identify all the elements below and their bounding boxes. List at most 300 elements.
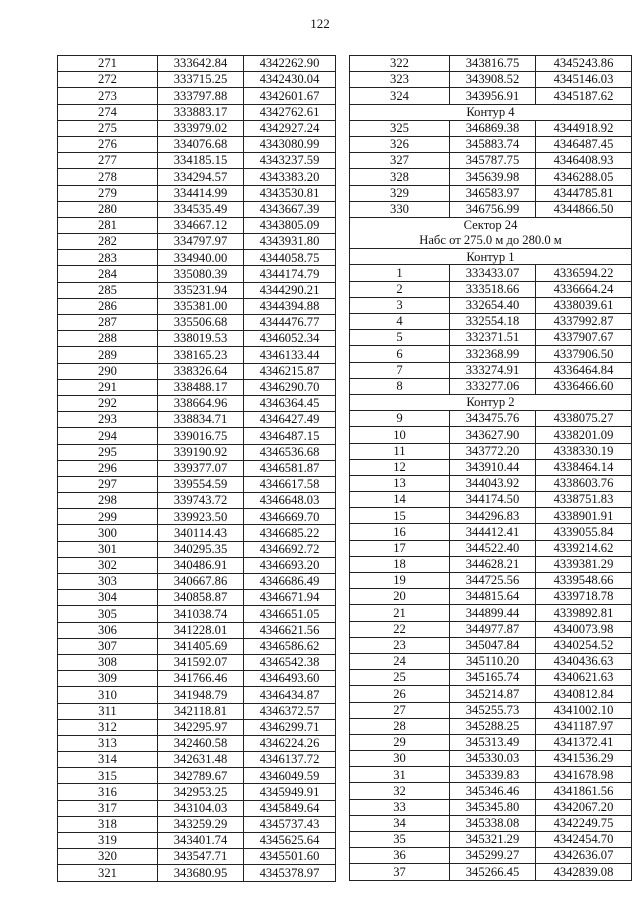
table-row — [350, 265, 632, 281]
x-coordinate: 343259.29 — [158, 816, 244, 832]
point-number: 275 — [58, 120, 158, 136]
table-row — [350, 605, 632, 621]
table-row — [350, 718, 632, 734]
point-number: 1 — [350, 265, 450, 281]
table-row — [58, 719, 336, 735]
y-coordinate: 4343931.80 — [244, 234, 336, 250]
y-coordinate: 4346542.38 — [244, 654, 336, 670]
x-coordinate: 339377.07 — [158, 460, 244, 476]
table-row — [58, 250, 336, 266]
point-number: 36 — [350, 848, 450, 864]
table-row — [58, 428, 336, 444]
table-row — [58, 153, 336, 169]
point-number: 313 — [58, 735, 158, 751]
point-number: 292 — [58, 395, 158, 411]
x-coordinate: 343908.52 — [450, 72, 536, 88]
point-number: 273 — [58, 88, 158, 104]
y-coordinate: 4346693.20 — [244, 557, 336, 573]
y-coordinate: 4346299.71 — [244, 719, 336, 735]
y-coordinate: 4345501.60 — [244, 849, 336, 865]
table-row — [350, 621, 632, 637]
y-coordinate: 4345187.62 — [536, 88, 632, 104]
x-coordinate: 343910.44 — [450, 459, 536, 475]
table-row — [350, 88, 632, 104]
table-row — [350, 573, 632, 589]
x-coordinate: 344296.83 — [450, 508, 536, 524]
x-coordinate: 334667.12 — [158, 217, 244, 233]
point-number: 24 — [350, 653, 450, 669]
table-row — [350, 120, 632, 136]
x-coordinate: 345346.46 — [450, 783, 536, 799]
y-coordinate: 4338751.83 — [536, 492, 632, 508]
y-coordinate: 4343383.20 — [244, 169, 336, 185]
point-number: 281 — [58, 217, 158, 233]
x-coordinate: 339554.59 — [158, 476, 244, 492]
point-number: 12 — [350, 459, 450, 475]
x-coordinate: 345299.27 — [450, 848, 536, 864]
table-row — [350, 864, 632, 880]
x-coordinate: 345165.74 — [450, 670, 536, 686]
point-number: 290 — [58, 363, 158, 379]
point-number: 278 — [58, 169, 158, 185]
table-row — [350, 556, 632, 572]
y-coordinate: 4342839.08 — [536, 864, 632, 880]
x-coordinate: 334185.15 — [158, 153, 244, 169]
contour-label: Контур 1 — [350, 249, 632, 265]
x-coordinate: 345345.80 — [450, 799, 536, 815]
x-coordinate: 345338.08 — [450, 815, 536, 831]
x-coordinate: 344725.56 — [450, 573, 536, 589]
y-coordinate: 4346493.60 — [244, 671, 336, 687]
y-coordinate: 4345378.97 — [244, 865, 336, 881]
contour-header-row — [350, 104, 632, 120]
table-row — [350, 443, 632, 459]
table-row — [58, 88, 336, 104]
table-row — [58, 201, 336, 217]
y-coordinate: 4339548.66 — [536, 573, 632, 589]
point-number: 276 — [58, 136, 158, 152]
y-coordinate: 4346049.59 — [244, 768, 336, 784]
table-row — [58, 590, 336, 606]
point-number: 21 — [350, 605, 450, 621]
table-row — [58, 687, 336, 703]
point-number: 293 — [58, 412, 158, 428]
table-row — [350, 767, 632, 783]
contour-label: Контур 4 — [350, 104, 632, 120]
point-number: 322 — [350, 56, 450, 72]
x-coordinate: 342953.25 — [158, 784, 244, 800]
y-coordinate: 4338603.76 — [536, 475, 632, 491]
x-coordinate: 343956.91 — [450, 88, 536, 104]
y-coordinate: 4346648.03 — [244, 493, 336, 509]
x-coordinate: 339923.50 — [158, 509, 244, 525]
x-coordinate: 332371.51 — [450, 330, 536, 346]
x-coordinate: 338326.64 — [158, 363, 244, 379]
sector-label: Сектор 24 — [350, 217, 632, 233]
point-number: 294 — [58, 428, 158, 444]
y-coordinate: 4343805.09 — [244, 217, 336, 233]
y-coordinate: 4346671.94 — [244, 590, 336, 606]
point-number: 16 — [350, 524, 450, 540]
y-coordinate: 4341187.97 — [536, 718, 632, 734]
table-row — [350, 72, 632, 88]
table-row — [58, 735, 336, 751]
y-coordinate: 4339214.62 — [536, 540, 632, 556]
y-coordinate: 4337906.50 — [536, 346, 632, 362]
y-coordinate: 4345737.43 — [244, 816, 336, 832]
y-coordinate: 4340436.63 — [536, 653, 632, 669]
table-row — [350, 524, 632, 540]
point-number: 301 — [58, 541, 158, 557]
y-coordinate: 4345243.86 — [536, 56, 632, 72]
x-coordinate: 345313.49 — [450, 734, 536, 750]
table-row — [58, 266, 336, 282]
y-coordinate: 4344785.81 — [536, 185, 632, 201]
point-number: 4 — [350, 314, 450, 330]
y-coordinate: 4343080.99 — [244, 136, 336, 152]
point-number: 325 — [350, 120, 450, 136]
table-row — [58, 217, 336, 233]
point-number: 282 — [58, 234, 158, 250]
x-coordinate: 343627.90 — [450, 427, 536, 443]
point-number: 312 — [58, 719, 158, 735]
y-coordinate: 4346686.49 — [244, 574, 336, 590]
y-coordinate: 4338201.09 — [536, 427, 632, 443]
point-number: 287 — [58, 315, 158, 331]
point-number: 5 — [350, 330, 450, 346]
point-number: 2 — [350, 281, 450, 297]
y-coordinate: 4342927.24 — [244, 120, 336, 136]
y-coordinate: 4343237.59 — [244, 153, 336, 169]
table-row — [58, 56, 336, 72]
x-coordinate: 333642.84 — [158, 56, 244, 72]
point-number: 305 — [58, 606, 158, 622]
point-number: 19 — [350, 573, 450, 589]
y-coordinate: 4346621.56 — [244, 622, 336, 638]
x-coordinate: 339743.72 — [158, 493, 244, 509]
point-number: 277 — [58, 153, 158, 169]
x-coordinate: 342460.58 — [158, 735, 244, 751]
y-coordinate: 4338075.27 — [536, 411, 632, 427]
contour-header-row — [350, 394, 632, 410]
table-row — [350, 297, 632, 313]
point-number: 14 — [350, 492, 450, 508]
y-coordinate: 4341861.56 — [536, 783, 632, 799]
x-coordinate: 338834.71 — [158, 412, 244, 428]
x-coordinate: 342295.97 — [158, 719, 244, 735]
y-coordinate: 4338330.19 — [536, 443, 632, 459]
point-number: 17 — [350, 540, 450, 556]
x-coordinate: 333274.91 — [450, 362, 536, 378]
x-coordinate: 343547.71 — [158, 849, 244, 865]
x-coordinate: 333433.07 — [450, 265, 536, 281]
y-coordinate: 4344174.79 — [244, 266, 336, 282]
y-coordinate: 4337992.87 — [536, 314, 632, 330]
y-coordinate: 4346215.87 — [244, 363, 336, 379]
x-coordinate: 334797.97 — [158, 234, 244, 250]
point-number: 300 — [58, 525, 158, 541]
x-coordinate: 340858.87 — [158, 590, 244, 606]
x-coordinate: 340667.86 — [158, 574, 244, 590]
y-coordinate: 4342249.75 — [536, 815, 632, 831]
point-number: 29 — [350, 734, 450, 750]
y-coordinate: 4346487.45 — [536, 136, 632, 152]
table-row — [350, 589, 632, 605]
x-coordinate: 345266.45 — [450, 864, 536, 880]
point-number: 304 — [58, 590, 158, 606]
table-row — [350, 686, 632, 702]
y-coordinate: 4346408.93 — [536, 153, 632, 169]
table-row — [58, 816, 336, 832]
table-row — [58, 703, 336, 719]
table-row — [350, 815, 632, 831]
table-row — [58, 347, 336, 363]
table-row — [350, 492, 632, 508]
y-coordinate: 4345949.91 — [244, 784, 336, 800]
point-number: 3 — [350, 297, 450, 313]
y-coordinate: 4341678.98 — [536, 767, 632, 783]
y-coordinate: 4346487.15 — [244, 428, 336, 444]
point-number: 274 — [58, 104, 158, 120]
table-row — [58, 120, 336, 136]
nabs-header-row — [350, 233, 632, 249]
y-coordinate: 4338901.91 — [536, 508, 632, 524]
table-row — [58, 574, 336, 590]
table-row — [350, 508, 632, 524]
point-number: 272 — [58, 72, 158, 88]
point-number: 308 — [58, 654, 158, 670]
y-coordinate: 4343667.39 — [244, 201, 336, 217]
table-row — [350, 427, 632, 443]
y-coordinate: 4338464.14 — [536, 459, 632, 475]
x-coordinate: 333883.17 — [158, 104, 244, 120]
point-number: 283 — [58, 250, 158, 266]
x-coordinate: 343772.20 — [450, 443, 536, 459]
point-number: 22 — [350, 621, 450, 637]
x-coordinate: 345639.98 — [450, 169, 536, 185]
table-row — [58, 509, 336, 525]
x-coordinate: 339190.92 — [158, 444, 244, 460]
y-coordinate: 4346692.72 — [244, 541, 336, 557]
y-coordinate: 4346617.58 — [244, 476, 336, 492]
table-row — [350, 346, 632, 362]
x-coordinate: 333797.88 — [158, 88, 244, 104]
x-coordinate: 335381.00 — [158, 298, 244, 314]
point-number: 299 — [58, 509, 158, 525]
x-coordinate: 333277.06 — [450, 378, 536, 394]
y-coordinate: 4343530.81 — [244, 185, 336, 201]
table-row — [58, 234, 336, 250]
y-coordinate: 4344058.75 — [244, 250, 336, 266]
x-coordinate: 344899.44 — [450, 605, 536, 621]
table-row — [350, 670, 632, 686]
point-number: 306 — [58, 622, 158, 638]
point-number: 28 — [350, 718, 450, 734]
x-coordinate: 335231.94 — [158, 282, 244, 298]
x-coordinate: 342631.48 — [158, 752, 244, 768]
table-row — [58, 460, 336, 476]
point-number: 279 — [58, 185, 158, 201]
x-coordinate: 341766.46 — [158, 671, 244, 687]
x-coordinate: 343816.75 — [450, 56, 536, 72]
table-row — [58, 671, 336, 687]
x-coordinate: 343680.95 — [158, 865, 244, 881]
point-number: 34 — [350, 815, 450, 831]
x-coordinate: 341948.79 — [158, 687, 244, 703]
x-coordinate: 345255.73 — [450, 702, 536, 718]
x-coordinate: 332368.99 — [450, 346, 536, 362]
x-coordinate: 344977.87 — [450, 621, 536, 637]
point-number: 326 — [350, 136, 450, 152]
point-number: 291 — [58, 379, 158, 395]
table-row — [58, 557, 336, 573]
point-number: 20 — [350, 589, 450, 605]
table-row — [58, 185, 336, 201]
point-number: 30 — [350, 751, 450, 767]
table-row — [350, 201, 632, 217]
x-coordinate: 345339.83 — [450, 767, 536, 783]
x-coordinate: 334294.57 — [158, 169, 244, 185]
x-coordinate: 345214.87 — [450, 686, 536, 702]
point-number: 284 — [58, 266, 158, 282]
x-coordinate: 338488.17 — [158, 379, 244, 395]
table-row — [350, 734, 632, 750]
x-coordinate: 339016.75 — [158, 428, 244, 444]
y-coordinate: 4340254.52 — [536, 637, 632, 653]
table-row — [58, 136, 336, 152]
x-coordinate: 344174.50 — [450, 492, 536, 508]
table-row — [58, 169, 336, 185]
x-coordinate: 338165.23 — [158, 347, 244, 363]
x-coordinate: 338019.53 — [158, 331, 244, 347]
point-number: 327 — [350, 153, 450, 169]
y-coordinate: 4346427.49 — [244, 412, 336, 428]
table-row — [58, 72, 336, 88]
table-row — [58, 752, 336, 768]
point-number: 31 — [350, 767, 450, 783]
table-row — [350, 169, 632, 185]
table-row — [58, 849, 336, 865]
y-coordinate: 4346581.87 — [244, 460, 336, 476]
y-coordinate: 4346536.68 — [244, 444, 336, 460]
point-number: 26 — [350, 686, 450, 702]
x-coordinate: 343401.74 — [158, 833, 244, 849]
y-coordinate: 4345625.64 — [244, 833, 336, 849]
point-number: 330 — [350, 201, 450, 217]
table-row — [58, 784, 336, 800]
x-coordinate: 344628.21 — [450, 556, 536, 572]
y-coordinate: 4346290.70 — [244, 379, 336, 395]
y-coordinate: 4346133.44 — [244, 347, 336, 363]
y-coordinate: 4339892.81 — [536, 605, 632, 621]
point-number: 288 — [58, 331, 158, 347]
point-number: 318 — [58, 816, 158, 832]
point-number: 320 — [58, 849, 158, 865]
table-row — [58, 525, 336, 541]
point-number: 23 — [350, 637, 450, 653]
y-coordinate: 4342601.67 — [244, 88, 336, 104]
y-coordinate: 4340621.63 — [536, 670, 632, 686]
x-coordinate: 340486.91 — [158, 557, 244, 573]
table-row — [350, 136, 632, 152]
x-coordinate: 343104.03 — [158, 800, 244, 816]
point-number: 296 — [58, 460, 158, 476]
y-coordinate: 4344290.21 — [244, 282, 336, 298]
x-coordinate: 334535.49 — [158, 201, 244, 217]
x-coordinate: 335080.39 — [158, 266, 244, 282]
table-row — [350, 848, 632, 864]
point-number: 285 — [58, 282, 158, 298]
x-coordinate: 345883.74 — [450, 136, 536, 152]
x-coordinate: 341038.74 — [158, 606, 244, 622]
point-number: 298 — [58, 493, 158, 509]
y-coordinate: 4346669.70 — [244, 509, 336, 525]
point-number: 307 — [58, 638, 158, 654]
x-coordinate: 345047.84 — [450, 637, 536, 653]
nabs-label: Набс от 275.0 м до 280.0 м — [350, 233, 632, 249]
x-coordinate: 334076.68 — [158, 136, 244, 152]
x-coordinate: 341405.69 — [158, 638, 244, 654]
table-row — [350, 153, 632, 169]
y-coordinate: 4344394.88 — [244, 298, 336, 314]
x-coordinate: 346869.38 — [450, 120, 536, 136]
x-coordinate: 345330.03 — [450, 751, 536, 767]
y-coordinate: 4346137.72 — [244, 752, 336, 768]
x-coordinate: 344412.41 — [450, 524, 536, 540]
table-row — [58, 363, 336, 379]
y-coordinate: 4342262.90 — [244, 56, 336, 72]
y-coordinate: 4336466.60 — [536, 378, 632, 394]
y-coordinate: 4344918.92 — [536, 120, 632, 136]
table-row — [58, 638, 336, 654]
point-number: 37 — [350, 864, 450, 880]
y-coordinate: 4336594.22 — [536, 265, 632, 281]
table-row — [58, 412, 336, 428]
y-coordinate: 4340073.98 — [536, 621, 632, 637]
y-coordinate: 4342636.07 — [536, 848, 632, 864]
table-row — [58, 541, 336, 557]
y-coordinate: 4340812.84 — [536, 686, 632, 702]
left-coordinates-table — [57, 55, 336, 882]
table-row — [58, 298, 336, 314]
x-coordinate: 344815.64 — [450, 589, 536, 605]
point-number: 311 — [58, 703, 158, 719]
point-number: 324 — [350, 88, 450, 104]
point-number: 286 — [58, 298, 158, 314]
y-coordinate: 4339055.84 — [536, 524, 632, 540]
x-coordinate: 335506.68 — [158, 315, 244, 331]
y-coordinate: 4336464.84 — [536, 362, 632, 378]
point-number: 328 — [350, 169, 450, 185]
x-coordinate: 341228.01 — [158, 622, 244, 638]
point-number: 314 — [58, 752, 158, 768]
table-row — [58, 800, 336, 816]
table-row — [58, 379, 336, 395]
table-row — [58, 444, 336, 460]
y-coordinate: 4346288.05 — [536, 169, 632, 185]
x-coordinate: 344522.40 — [450, 540, 536, 556]
x-coordinate: 346583.97 — [450, 185, 536, 201]
x-coordinate: 345787.75 — [450, 153, 536, 169]
y-coordinate: 4342430.04 — [244, 72, 336, 88]
x-coordinate: 345110.20 — [450, 653, 536, 669]
table-row — [350, 459, 632, 475]
y-coordinate: 4342067.20 — [536, 799, 632, 815]
table-row — [350, 330, 632, 346]
y-coordinate: 4339718.78 — [536, 589, 632, 605]
y-coordinate: 4336664.24 — [536, 281, 632, 297]
point-number: 15 — [350, 508, 450, 524]
